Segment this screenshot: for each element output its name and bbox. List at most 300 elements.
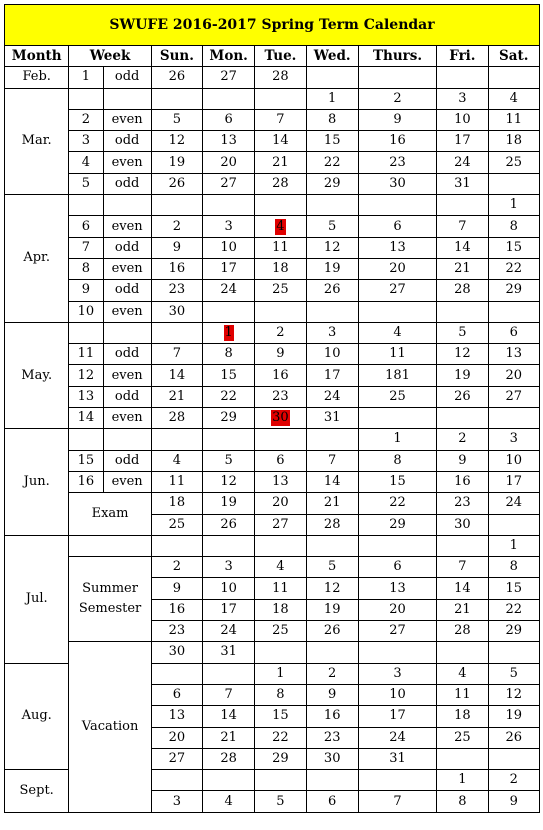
day-cell-fri bbox=[437, 67, 488, 88]
day-cell-fri: 12 bbox=[437, 344, 488, 365]
day-cell-sat: 8 bbox=[488, 216, 540, 237]
calendar-row bbox=[5, 493, 540, 514]
day-cell-wed: 14 bbox=[306, 471, 358, 492]
day-cell-sat: 12 bbox=[488, 684, 540, 705]
day-cell-thu: 31 bbox=[358, 748, 436, 769]
day-cell-thu: 17 bbox=[358, 706, 436, 727]
day-cell-sat: 15 bbox=[488, 578, 540, 599]
day-cell-fri: 3 bbox=[437, 88, 488, 109]
day-cell-sun: 27 bbox=[151, 748, 202, 769]
day-cell-fri: 7 bbox=[437, 557, 488, 578]
day-cell-sat: 22 bbox=[488, 599, 540, 620]
day-cell-fri bbox=[437, 301, 488, 322]
header-fri: Fri. bbox=[437, 46, 488, 67]
day-cell-fri: 24 bbox=[437, 152, 488, 173]
day-cell-sun bbox=[151, 322, 202, 343]
calendar-row bbox=[5, 88, 540, 109]
day-cell-sat: 3 bbox=[488, 429, 540, 450]
day-cell-fri: 5 bbox=[437, 322, 488, 343]
day-cell-thu: 10 bbox=[358, 684, 436, 705]
day-cell-thu: 11 bbox=[358, 344, 436, 365]
calendar-row bbox=[5, 557, 540, 578]
day-cell-mon bbox=[203, 770, 255, 791]
day-cell-wed: 15 bbox=[306, 131, 358, 152]
day-cell-mon: 6 bbox=[203, 109, 255, 130]
day-cell-tue: 18 bbox=[255, 258, 306, 279]
day-cell-thu bbox=[358, 770, 436, 791]
week-number: 6 bbox=[69, 216, 103, 237]
day-cell-mon: 15 bbox=[203, 365, 255, 386]
week-parity: odd bbox=[103, 344, 151, 365]
day-cell-fri: 26 bbox=[437, 386, 488, 407]
day-cell-tue: 23 bbox=[255, 386, 306, 407]
day-cell-sat: 15 bbox=[488, 237, 540, 258]
day-cell-fri: 11 bbox=[437, 684, 488, 705]
highlighted-date: 30 bbox=[272, 410, 289, 426]
term-calendar-table bbox=[4, 4, 540, 813]
day-cell-sat: 5 bbox=[488, 663, 540, 684]
week-parity: odd bbox=[103, 386, 151, 407]
month-label: May. bbox=[5, 322, 69, 428]
week-number: 16 bbox=[69, 471, 103, 492]
calendar-row bbox=[5, 173, 540, 194]
title-row bbox=[5, 5, 540, 46]
day-cell-sun: 4 bbox=[151, 450, 202, 471]
day-cell-tue bbox=[255, 642, 306, 663]
day-cell-wed: 9 bbox=[306, 684, 358, 705]
day-cell-fri: 21 bbox=[437, 599, 488, 620]
calendar-row bbox=[5, 408, 540, 429]
day-cell-sat: 6 bbox=[488, 322, 540, 343]
day-cell-mon: 31 bbox=[203, 642, 255, 663]
day-cell-wed bbox=[306, 770, 358, 791]
day-cell-tue bbox=[255, 195, 306, 216]
week-number: 8 bbox=[69, 258, 103, 279]
day-cell-thu: 7 bbox=[358, 791, 436, 812]
day-cell-sun: 2 bbox=[151, 557, 202, 578]
day-cell-wed: 12 bbox=[306, 578, 358, 599]
day-cell-sun: 13 bbox=[151, 706, 202, 727]
day-cell-fri: 18 bbox=[437, 706, 488, 727]
day-cell-fri: 9 bbox=[437, 450, 488, 471]
day-cell-fri: 14 bbox=[437, 578, 488, 599]
week-parity: even bbox=[103, 152, 151, 173]
day-cell-tue: 15 bbox=[255, 706, 306, 727]
day-cell-sun: 23 bbox=[151, 621, 202, 642]
day-cell-sat bbox=[488, 748, 540, 769]
period-label-vacation: Vacation bbox=[69, 642, 151, 812]
day-cell-wed: 8 bbox=[306, 109, 358, 130]
calendar-row bbox=[5, 365, 540, 386]
day-cell-mon bbox=[203, 301, 255, 322]
day-cell-tue: 2 bbox=[255, 322, 306, 343]
day-cell-wed: 26 bbox=[306, 280, 358, 301]
highlighted-date: 1 bbox=[224, 325, 233, 340]
day-cell-thu: 181 bbox=[358, 365, 436, 386]
day-cell-wed: 30 bbox=[306, 748, 358, 769]
day-cell-mon: 8 bbox=[203, 344, 255, 365]
day-cell-tue: 20 bbox=[255, 493, 306, 514]
calendar-row bbox=[5, 109, 540, 130]
calendar-row bbox=[5, 216, 540, 237]
week-parity: odd bbox=[103, 237, 151, 258]
day-cell-tue: 11 bbox=[255, 578, 306, 599]
calendar-row bbox=[5, 344, 540, 365]
day-cell-thu: 4 bbox=[358, 322, 436, 343]
day-cell-wed bbox=[306, 67, 358, 88]
day-cell-sat: 18 bbox=[488, 131, 540, 152]
day-cell-mon: 17 bbox=[203, 599, 255, 620]
day-cell-sun: 16 bbox=[151, 258, 202, 279]
day-cell-thu: 8 bbox=[358, 450, 436, 471]
day-cell-sun: 3 bbox=[151, 791, 202, 812]
week-number bbox=[69, 429, 103, 450]
day-cell-thu: 9 bbox=[358, 109, 436, 130]
day-cell-sun bbox=[151, 88, 202, 109]
week-parity bbox=[103, 429, 151, 450]
day-cell-fri: 28 bbox=[437, 280, 488, 301]
day-cell-wed: 2 bbox=[306, 663, 358, 684]
week-number: 2 bbox=[69, 109, 103, 130]
week-parity bbox=[103, 195, 151, 216]
week-parity bbox=[103, 322, 151, 343]
day-cell-wed: 5 bbox=[306, 557, 358, 578]
day-cell-thu bbox=[358, 642, 436, 663]
day-cell-tue: 28 bbox=[255, 173, 306, 194]
day-cell-tue: 25 bbox=[255, 621, 306, 642]
day-cell-sun: 26 bbox=[151, 173, 202, 194]
week-parity: odd bbox=[103, 280, 151, 301]
day-cell-tue bbox=[255, 216, 306, 237]
day-cell-sat: 13 bbox=[488, 344, 540, 365]
day-cell-thu bbox=[358, 67, 436, 88]
day-cell-wed: 7 bbox=[306, 450, 358, 471]
day-cell-sun: 16 bbox=[151, 599, 202, 620]
header-sat: Sat. bbox=[488, 46, 540, 67]
day-cell-thu bbox=[358, 301, 436, 322]
day-cell-wed: 24 bbox=[306, 386, 358, 407]
calendar-row bbox=[5, 386, 540, 407]
day-cell-tue: 18 bbox=[255, 599, 306, 620]
day-cell-thu bbox=[358, 408, 436, 429]
calendar-row bbox=[5, 535, 540, 556]
day-cell-wed: 6 bbox=[306, 791, 358, 812]
day-cell-tue: 1 bbox=[255, 663, 306, 684]
day-cell-fri: 19 bbox=[437, 365, 488, 386]
month-label: Jun. bbox=[5, 429, 69, 535]
day-cell-sun: 9 bbox=[151, 578, 202, 599]
day-cell-sat: 24 bbox=[488, 493, 540, 514]
day-cell-mon bbox=[203, 88, 255, 109]
calendar-row bbox=[5, 131, 540, 152]
day-cell-tue: 9 bbox=[255, 344, 306, 365]
day-cell-sun bbox=[151, 429, 202, 450]
day-cell-wed bbox=[306, 301, 358, 322]
week-parity: even bbox=[103, 301, 151, 322]
week-parity: even bbox=[103, 471, 151, 492]
day-cell-mon: 12 bbox=[203, 471, 255, 492]
day-cell-wed bbox=[306, 535, 358, 556]
day-cell-mon: 17 bbox=[203, 258, 255, 279]
day-cell-wed bbox=[306, 429, 358, 450]
day-cell-sat bbox=[488, 67, 540, 88]
day-cell-thu: 13 bbox=[358, 578, 436, 599]
day-cell-mon bbox=[203, 322, 255, 343]
day-cell-tue bbox=[255, 535, 306, 556]
week-parity: even bbox=[103, 109, 151, 130]
day-cell-thu: 3 bbox=[358, 663, 436, 684]
day-cell-sat bbox=[488, 514, 540, 535]
day-cell-thu: 20 bbox=[358, 258, 436, 279]
period-label-summer: Summer Semester bbox=[69, 557, 151, 642]
day-cell-tue bbox=[255, 429, 306, 450]
day-cell-wed: 17 bbox=[306, 365, 358, 386]
day-cell-fri: 14 bbox=[437, 237, 488, 258]
day-cell-mon: 3 bbox=[203, 216, 255, 237]
calendar-row bbox=[5, 450, 540, 471]
day-cell-wed: 22 bbox=[306, 152, 358, 173]
day-cell-tue: 21 bbox=[255, 152, 306, 173]
day-cell-tue bbox=[255, 770, 306, 791]
header-sun: Sun. bbox=[151, 46, 202, 67]
day-cell-wed: 23 bbox=[306, 727, 358, 748]
day-cell-wed: 1 bbox=[306, 88, 358, 109]
day-cell-tue: 13 bbox=[255, 471, 306, 492]
day-cell-sat bbox=[488, 173, 540, 194]
week-number: 12 bbox=[69, 365, 103, 386]
day-cell-sun: 30 bbox=[151, 642, 202, 663]
day-cell-mon: 27 bbox=[203, 173, 255, 194]
day-cell-tue: 8 bbox=[255, 684, 306, 705]
day-cell-sat: 29 bbox=[488, 621, 540, 642]
week-number bbox=[69, 88, 103, 109]
day-cell-sun: 21 bbox=[151, 386, 202, 407]
day-cell-sat: 20 bbox=[488, 365, 540, 386]
month-label: Mar. bbox=[5, 88, 69, 194]
day-cell-thu: 30 bbox=[358, 173, 436, 194]
day-cell-mon: 28 bbox=[203, 748, 255, 769]
day-cell-mon: 22 bbox=[203, 386, 255, 407]
day-cell-sun: 23 bbox=[151, 280, 202, 301]
day-cell-mon: 21 bbox=[203, 727, 255, 748]
day-cell-fri: 28 bbox=[437, 621, 488, 642]
calendar-row bbox=[5, 471, 540, 492]
day-cell-sat: 22 bbox=[488, 258, 540, 279]
header-month: Month bbox=[5, 46, 69, 67]
header-tue: Tue. bbox=[255, 46, 306, 67]
day-cell-sun: 20 bbox=[151, 727, 202, 748]
day-cell-mon: 10 bbox=[203, 578, 255, 599]
calendar-row bbox=[5, 642, 540, 663]
calendar-row bbox=[5, 67, 540, 88]
day-cell-mon: 10 bbox=[203, 237, 255, 258]
day-cell-mon: 13 bbox=[203, 131, 255, 152]
day-cell-sat: 19 bbox=[488, 706, 540, 727]
header-wed: Wed. bbox=[306, 46, 358, 67]
day-cell-wed: 29 bbox=[306, 173, 358, 194]
day-cell-sun bbox=[151, 195, 202, 216]
day-cell-tue bbox=[255, 301, 306, 322]
week-number: 13 bbox=[69, 386, 103, 407]
week-parity: odd bbox=[103, 131, 151, 152]
week-number: 4 bbox=[69, 152, 103, 173]
day-cell-tue: 16 bbox=[255, 365, 306, 386]
day-cell-sat: 4 bbox=[488, 88, 540, 109]
day-cell-wed: 21 bbox=[306, 493, 358, 514]
day-cell-mon: 19 bbox=[203, 493, 255, 514]
day-cell-wed: 10 bbox=[306, 344, 358, 365]
day-cell-sun: 12 bbox=[151, 131, 202, 152]
day-cell-thu: 29 bbox=[358, 514, 436, 535]
day-cell-mon bbox=[203, 663, 255, 684]
day-cell-thu: 22 bbox=[358, 493, 436, 514]
day-cell-thu: 16 bbox=[358, 131, 436, 152]
week-number: 15 bbox=[69, 450, 103, 471]
day-cell-thu: 20 bbox=[358, 599, 436, 620]
day-cell-thu: 27 bbox=[358, 621, 436, 642]
day-cell-fri: 30 bbox=[437, 514, 488, 535]
day-cell-sat: 29 bbox=[488, 280, 540, 301]
week-number: 3 bbox=[69, 131, 103, 152]
day-cell-sat: 8 bbox=[488, 557, 540, 578]
calendar-row bbox=[5, 237, 540, 258]
day-cell-sat: 11 bbox=[488, 109, 540, 130]
period-label-exam: Exam bbox=[69, 493, 151, 536]
day-cell-fri: 16 bbox=[437, 471, 488, 492]
day-cell-tue bbox=[255, 88, 306, 109]
week-number bbox=[69, 195, 103, 216]
day-cell-wed bbox=[306, 195, 358, 216]
week-empty bbox=[69, 535, 151, 556]
day-cell-fri: 23 bbox=[437, 493, 488, 514]
calendar-row bbox=[5, 322, 540, 343]
week-number: 14 bbox=[69, 408, 103, 429]
day-cell-fri: 21 bbox=[437, 258, 488, 279]
day-cell-thu: 25 bbox=[358, 386, 436, 407]
day-cell-thu: 6 bbox=[358, 216, 436, 237]
day-cell-wed: 19 bbox=[306, 258, 358, 279]
day-cell-mon: 7 bbox=[203, 684, 255, 705]
day-cell-sat bbox=[488, 642, 540, 663]
week-parity: odd bbox=[103, 67, 151, 88]
day-cell-sat: 1 bbox=[488, 535, 540, 556]
day-cell-tue: 29 bbox=[255, 748, 306, 769]
week-parity: even bbox=[103, 408, 151, 429]
day-cell-mon bbox=[203, 195, 255, 216]
day-cell-thu: 15 bbox=[358, 471, 436, 492]
day-cell-sun: 19 bbox=[151, 152, 202, 173]
day-cell-thu bbox=[358, 195, 436, 216]
day-cell-sat: 25 bbox=[488, 152, 540, 173]
day-cell-tue: 5 bbox=[255, 791, 306, 812]
day-cell-mon bbox=[203, 535, 255, 556]
day-cell-wed: 16 bbox=[306, 706, 358, 727]
day-cell-fri bbox=[437, 408, 488, 429]
day-cell-tue: 6 bbox=[255, 450, 306, 471]
day-cell-sun: 9 bbox=[151, 237, 202, 258]
day-cell-mon: 4 bbox=[203, 791, 255, 812]
calendar-row bbox=[5, 258, 540, 279]
day-cell-tue: 27 bbox=[255, 514, 306, 535]
day-cell-fri bbox=[437, 642, 488, 663]
month-label: Aug. bbox=[5, 663, 69, 769]
day-cell-thu: 13 bbox=[358, 237, 436, 258]
day-cell-sat: 27 bbox=[488, 386, 540, 407]
day-cell-wed bbox=[306, 642, 358, 663]
day-cell-wed: 12 bbox=[306, 237, 358, 258]
day-cell-tue: 25 bbox=[255, 280, 306, 301]
day-cell-tue: 28 bbox=[255, 67, 306, 88]
day-cell-mon: 14 bbox=[203, 706, 255, 727]
week-parity: even bbox=[103, 258, 151, 279]
week-number: 1 bbox=[69, 67, 103, 88]
header-row bbox=[5, 46, 540, 67]
day-cell-thu: 2 bbox=[358, 88, 436, 109]
day-cell-tue: 4 bbox=[255, 557, 306, 578]
day-cell-sun: 26 bbox=[151, 67, 202, 88]
day-cell-fri: 31 bbox=[437, 173, 488, 194]
day-cell-sun: 2 bbox=[151, 216, 202, 237]
week-number: 11 bbox=[69, 344, 103, 365]
day-cell-thu: 27 bbox=[358, 280, 436, 301]
day-cell-tue: 14 bbox=[255, 131, 306, 152]
week-number: 7 bbox=[69, 237, 103, 258]
day-cell-sun: 30 bbox=[151, 301, 202, 322]
day-cell-fri: 4 bbox=[437, 663, 488, 684]
day-cell-fri: 2 bbox=[437, 429, 488, 450]
header-mon: Mon. bbox=[203, 46, 255, 67]
week-number: 10 bbox=[69, 301, 103, 322]
highlighted-date: 4 bbox=[276, 218, 285, 234]
week-parity: odd bbox=[103, 173, 151, 194]
day-cell-thu: 1 bbox=[358, 429, 436, 450]
header-week: Week bbox=[69, 46, 151, 67]
day-cell-tue: 22 bbox=[255, 727, 306, 748]
calendar-row bbox=[5, 152, 540, 173]
day-cell-fri bbox=[437, 748, 488, 769]
week-number: 9 bbox=[69, 280, 103, 301]
calendar-document bbox=[4, 4, 540, 813]
week-parity: even bbox=[103, 365, 151, 386]
day-cell-sat: 17 bbox=[488, 471, 540, 492]
month-label: Sept. bbox=[5, 770, 69, 813]
day-cell-mon: 24 bbox=[203, 280, 255, 301]
header-thu: Thurs. bbox=[358, 46, 436, 67]
month-label: Apr. bbox=[5, 195, 69, 323]
day-cell-sat: 2 bbox=[488, 770, 540, 791]
month-label: Feb. bbox=[5, 67, 69, 88]
day-cell-wed: 19 bbox=[306, 599, 358, 620]
day-cell-sun: 5 bbox=[151, 109, 202, 130]
day-cell-wed: 28 bbox=[306, 514, 358, 535]
day-cell-thu bbox=[358, 535, 436, 556]
day-cell-tue bbox=[255, 408, 306, 429]
calendar-row bbox=[5, 429, 540, 450]
day-cell-tue: 7 bbox=[255, 109, 306, 130]
day-cell-sun: 14 bbox=[151, 365, 202, 386]
day-cell-sun: 25 bbox=[151, 514, 202, 535]
day-cell-sun: 28 bbox=[151, 408, 202, 429]
week-number: 5 bbox=[69, 173, 103, 194]
day-cell-wed: 26 bbox=[306, 621, 358, 642]
day-cell-fri: 10 bbox=[437, 109, 488, 130]
day-cell-mon: 20 bbox=[203, 152, 255, 173]
day-cell-thu: 23 bbox=[358, 152, 436, 173]
day-cell-sun: 7 bbox=[151, 344, 202, 365]
calendar-row bbox=[5, 301, 540, 322]
month-label: Jul. bbox=[5, 535, 69, 663]
day-cell-tue: 11 bbox=[255, 237, 306, 258]
